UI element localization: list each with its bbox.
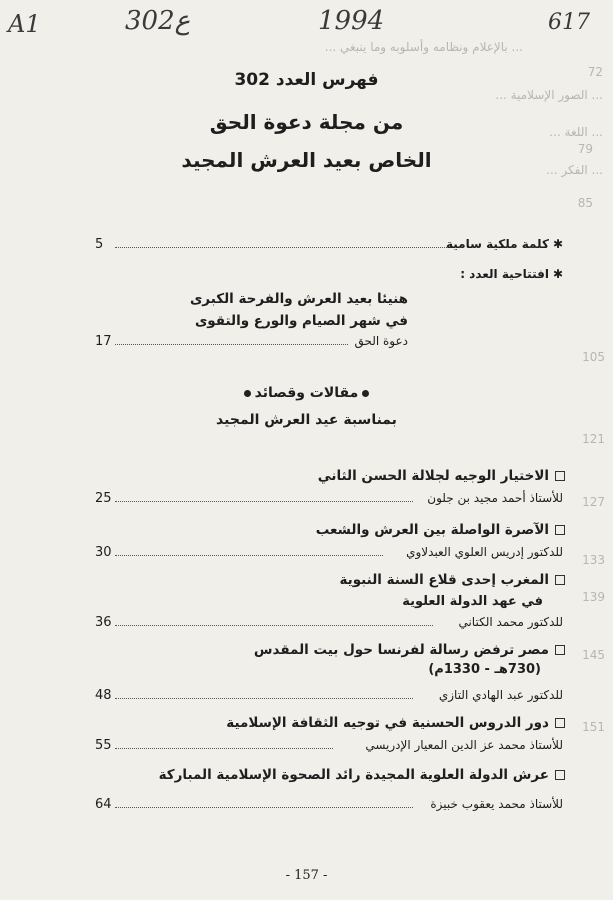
article-title: مصر ترفض رسالة لفرنسا حول بيت المقدس [254, 642, 565, 658]
toc-entry-article-1 [95, 491, 563, 509]
checkbox-icon [555, 525, 565, 535]
dot-leader [115, 807, 413, 808]
ghost-text-10: 127 [582, 495, 605, 509]
page-number: 25 [95, 491, 112, 506]
article-subtitle: في عهد الدولة العلوية [402, 594, 543, 609]
page-number: 48 [95, 688, 112, 703]
page-code-annotation: 617 [548, 10, 590, 35]
article-title: المغرب إحدى قلاع السنة النبوية [339, 572, 565, 588]
page-number: 30 [95, 545, 112, 560]
year-annotation: 1994 [318, 6, 385, 36]
checkbox-icon [555, 718, 565, 728]
dot-leader [115, 698, 413, 699]
ref-code-annotation: A1 [8, 10, 41, 38]
editorial-line-1: هنيئا بعيد العرش والفرحة الكبرى [189, 291, 408, 307]
ghost-text-9: 121 [582, 432, 605, 446]
toc-entry-editorial [95, 334, 408, 352]
ghost-text-7: 85 [577, 196, 593, 210]
ghost-text-13: 145 [582, 648, 605, 662]
entry-author: للدكتور محمد الكتاني [458, 615, 563, 629]
ghost-text-5: 79 [577, 142, 593, 156]
ghost-text-2: 72 [587, 65, 603, 79]
toc-entry-royal-word [95, 237, 563, 255]
bullet-icon [362, 390, 369, 397]
ghost-text-4: ... اللغة ... [549, 125, 603, 139]
asterisk-icon: ✱ [552, 237, 563, 251]
section-heading: مقالات وقصائد [0, 385, 613, 401]
bullet-icon [244, 390, 251, 397]
checkbox-icon [555, 770, 565, 780]
checkbox-icon [555, 575, 565, 585]
page-number: 36 [95, 615, 112, 630]
ghost-text-11: 133 [582, 553, 605, 567]
entry-author: للأستاذ محمد يعقوب خبيزة [430, 797, 563, 811]
page-number: 64 [95, 797, 112, 812]
page-number: 5 [95, 237, 104, 252]
dot-leader [115, 501, 413, 502]
article-title: الاختيار الوجيه لجلالة الحسن الثاني [318, 468, 565, 484]
dot-leader [115, 344, 348, 345]
index-heading [0, 70, 613, 90]
toc-entry-article-2 [95, 545, 563, 563]
article-subtitle: (730هـ - 1330م) [428, 662, 541, 677]
dot-leader [115, 555, 383, 556]
ghost-text-12: 139 [582, 590, 605, 604]
entry-author: للدكتور إدريس العلوي العبدلاوي [406, 545, 563, 559]
entry-author: دعوة الحق [354, 334, 408, 348]
checkbox-icon [555, 645, 565, 655]
dot-leader [115, 247, 453, 248]
article-title: الآصرة الواصلة بين العرش والشعب [316, 522, 565, 538]
page-number: 17 [95, 334, 112, 349]
toc-entry-article-3 [95, 615, 563, 633]
ghost-text-1: ... بالإعلام ونظامه وأسلوبه وما ينبغي ... [324, 40, 523, 54]
index-label: فهرس العدد [275, 70, 379, 90]
issue-number: 302 [234, 70, 270, 90]
page-number: 55 [95, 738, 112, 753]
dot-leader [115, 625, 433, 626]
ghost-text-3: ... الصور الإسلامية ... [495, 88, 603, 102]
entry-author: للأستاذ محمد عز الدين المعيار الإدريسي [365, 738, 563, 752]
article-title: عرش الدولة العلوية المجيدة رائد الصحوة الإسلامية المباركة [159, 767, 565, 783]
ghost-text-14: 151 [582, 720, 605, 734]
editorial-line-2: في شهر الصيام والورع والتقوى [194, 313, 408, 329]
toc-entry-article-4 [95, 688, 563, 706]
toc-entry-article-6 [95, 797, 563, 815]
asterisk-icon: ✱ [552, 267, 563, 281]
magazine-title: من مجلة دعوة الحق [209, 110, 404, 134]
article-title: دور الدروس الحسنية في توجيه الثقافة الإسلامية [226, 715, 565, 731]
ghost-text-6: ... الفكر ... [546, 163, 603, 177]
dot-leader [115, 748, 333, 749]
editorial-label: ✱افتتاحية العدد : [460, 267, 563, 281]
entry-title: ✱كلمة ملكية سامية [445, 237, 563, 251]
entry-author: للدكتور عبد الهادي التازي [438, 688, 563, 702]
special-issue-title: الخاص بعيد العرش المجيد [181, 148, 432, 172]
section-subheading: بمناسبة عيد العرش المجيد [216, 412, 397, 428]
toc-entry-article-5 [95, 738, 563, 756]
ghost-text-8: 105 [582, 350, 605, 364]
page-footer-number: - 157 - [285, 868, 328, 883]
entry-author: للأستاذ أحمد مجيد بن جلون [427, 491, 563, 505]
checkbox-icon [555, 471, 565, 481]
issue-code-annotation: 302ع [125, 6, 191, 36]
